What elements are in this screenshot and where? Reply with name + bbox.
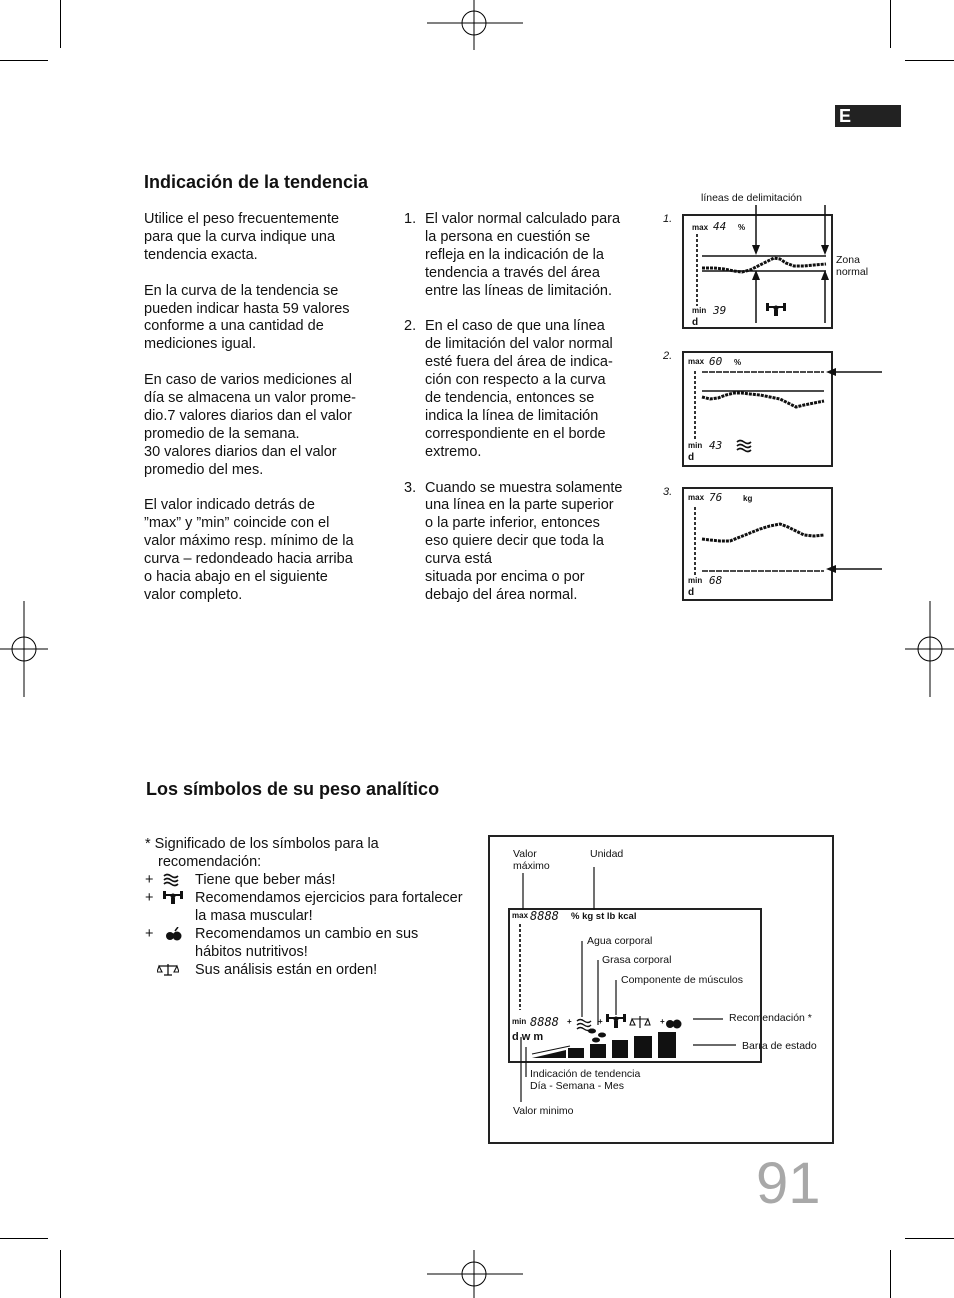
panel-3-min-label: min: [688, 576, 703, 585]
display-plus-2: +: [598, 1017, 603, 1026]
panel-1-min-value: 39: [713, 304, 727, 317]
fruit-icon: [165, 927, 183, 941]
paragraph-1: Utilice el peso frecuentemente para que la curva indique una tendencia exacta.: [144, 211, 340, 263]
trend-display-panel-3: [682, 487, 833, 601]
tendencia-intro-text: [144, 211, 384, 623]
panel-2-period: d: [688, 452, 695, 463]
label-unidad: Unidad: [590, 848, 624, 860]
display-plus-1: +: [567, 1017, 572, 1026]
panel-2-max-value: 60: [709, 355, 723, 368]
panel-3-max-value: 76: [709, 491, 723, 504]
paragraph-2: En la curva de la tendencia se pueden indicar hasta 59 valores conforme a una cantidad de mediciones igual.: [144, 282, 350, 353]
normal-zone-label: Zona normal: [836, 254, 869, 278]
step-1: 1. El valor normal calculado para la persona en cuestión se refleja en la indicación de la tendencia a través del área entre las líneas de limitación.: [404, 211, 621, 299]
label-valor-minimo: Valor minimo: [513, 1105, 574, 1117]
symbols-intro: * Significado de los símbolos para la recomendación:: [145, 836, 379, 870]
label-agua-corporal: Agua corporal: [587, 935, 653, 947]
panel-3-arrow: [826, 561, 882, 577]
symbol-row-water: + Tiene que beber más!: [145, 872, 336, 888]
label-recomendacion: Recomendación *: [729, 1012, 812, 1024]
panel-2-curve: [684, 353, 831, 465]
symbol-row-muscle: + Recomendamos ejercicios para fortalecer la masa muscular!: [145, 890, 463, 924]
language-tab: E: [835, 105, 901, 127]
panel-1-min-label: min: [692, 306, 707, 315]
panel-1-number: 1.: [663, 213, 673, 225]
label-indicacion-tendencia: Indicación de tendencia Día - Semana - Mes: [530, 1068, 641, 1092]
paragraph-3: En caso de varios mediciones al día se almacena un valor prome- dio.7 valores diarios dan el valor promedio de la semana. 30 valores diarios dan el valor promedio del mes.: [144, 372, 356, 478]
trend-display-panel-2: [682, 351, 833, 467]
label-barra-estado: Barra de estado: [742, 1040, 817, 1052]
display-max-digits: 8888: [530, 909, 559, 923]
panel-2-number: 2.: [663, 350, 673, 362]
panel-2-min-label: min: [688, 441, 703, 450]
panel-3-max-label: max: [688, 493, 705, 502]
panel-1-max-value: 44: [713, 220, 727, 233]
panel-2-arrow: [826, 364, 882, 380]
step-2: 2. En el caso de que una línea de limitación del valor normal esté fuera del área de indica- ción con respecto a la curva de tendencia, entonces se indica la línea de limitación correspondiente en el borde extremo.: [404, 318, 613, 460]
panel-3-unit: kg: [743, 494, 753, 503]
display-period: d w m: [512, 1031, 544, 1043]
registration-mark-right: [905, 601, 954, 697]
label-grasa-corporal: Grasa corporal: [602, 954, 672, 966]
diagram-leader-lines: [490, 837, 832, 1142]
panel-2-max-label: max: [688, 357, 705, 366]
water-waves-icon: [163, 873, 179, 887]
weightlifter-icon: [163, 891, 183, 905]
panel-1-max-label: max: [692, 223, 709, 232]
display-units: % kg st lb kcal: [571, 911, 637, 922]
symbols-list: [145, 835, 485, 979]
panel-1-period: d: [692, 317, 699, 328]
registration-mark-left: [0, 601, 48, 697]
section-title-tendencia: Indicación de la tendencia: [144, 172, 369, 192]
symbol-row-ok: Sus análisis están en orden!: [145, 961, 485, 979]
tendencia-steps-list: [404, 211, 644, 623]
panel-3-curve: [684, 489, 831, 599]
page-number: 91: [756, 1151, 821, 1216]
display-max-label: max: [512, 911, 529, 920]
panel-2-unit: %: [734, 358, 742, 367]
label-valor-maximo: Valor máximo: [513, 848, 550, 872]
registration-mark-top: [427, 0, 523, 50]
section-title-simbolos: Los símbolos de su peso analítico: [146, 779, 440, 799]
panel-3-min-value: 68: [709, 574, 723, 587]
step-3: 3. Cuando se muestra solamente una línea en la parte superior o la parte inferior, entonces eso quiere decir que toda la curva está situada por encima o por debajo del área normal.: [404, 479, 623, 603]
label-componente-musculos: Componente de músculos: [621, 974, 743, 986]
display-plus-3: +: [660, 1017, 665, 1026]
limit-lines-label: líneas de delimitación: [701, 192, 802, 204]
panel-1-arrows: [740, 205, 840, 330]
display-min-label: min: [512, 1017, 527, 1026]
display-legend-diagram: [488, 835, 834, 1144]
scales-icon: [157, 963, 179, 977]
panel-3-number: 3.: [663, 486, 673, 498]
symbol-row-nutrition: + Recomendamos un cambio en sus hábitos nutritivos!: [145, 926, 419, 960]
paragraph-4: El valor indicado detrás de ”max” y ”min” coincide con el valor máximo resp. mínimo de la curva – redondeado hacia arriba o hacia abajo en el siguiente valor completo.: [144, 497, 354, 603]
panel-1-unit: %: [738, 223, 746, 232]
panel-3-period: d: [688, 587, 695, 598]
display-min-digits: 8888: [530, 1015, 559, 1029]
registration-mark-bottom: [427, 1250, 523, 1298]
panel-2-min-value: 43: [709, 439, 723, 452]
